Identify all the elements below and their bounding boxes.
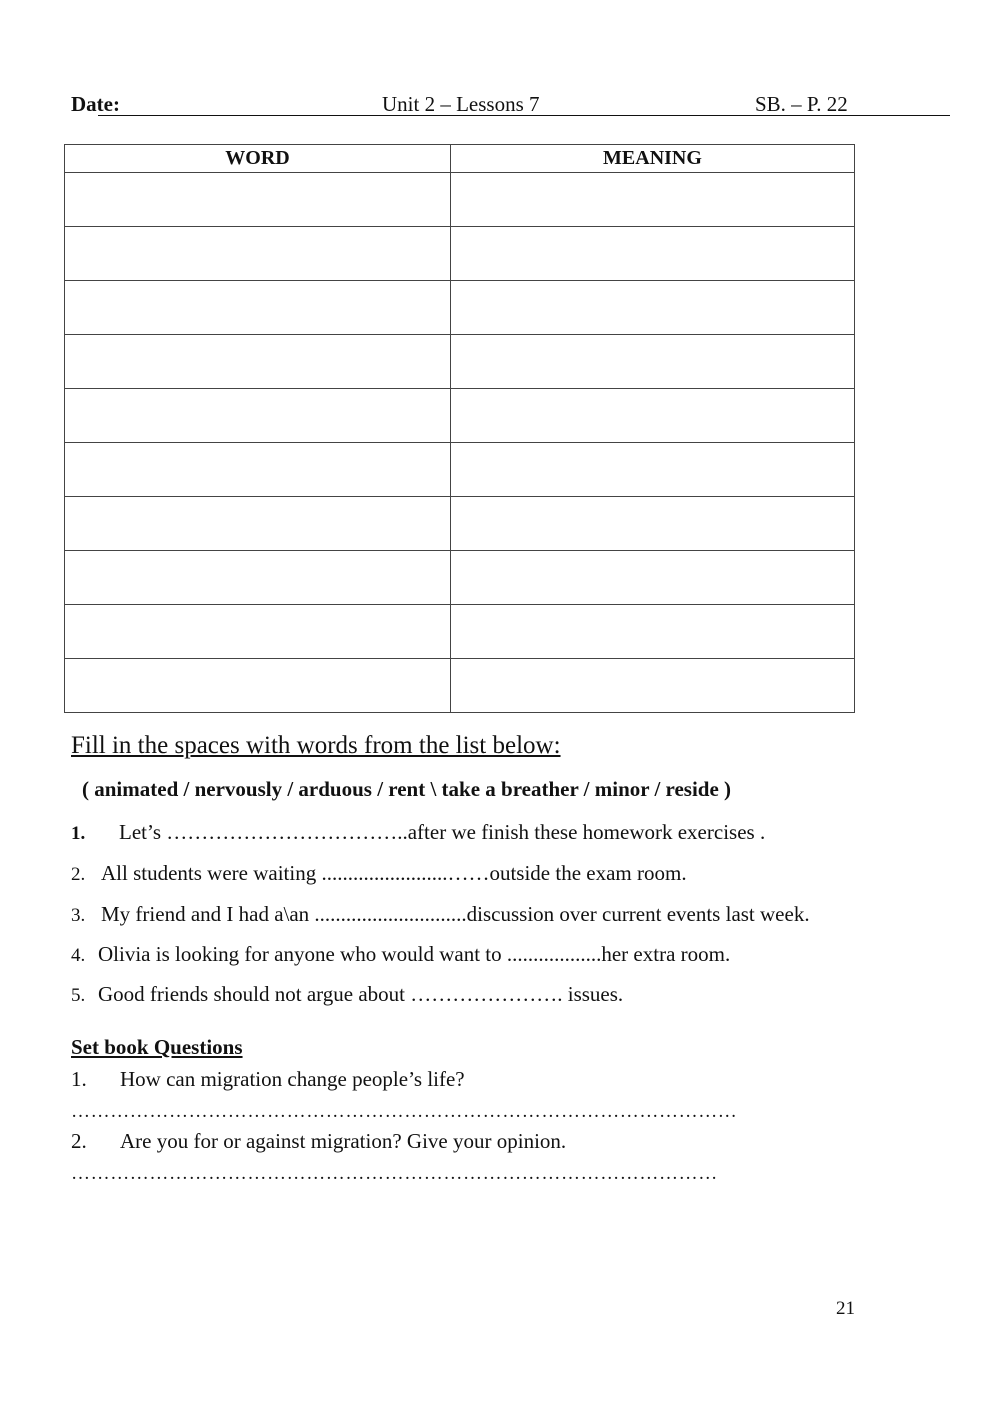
question-number: 2. xyxy=(71,864,86,885)
word-cell[interactable] xyxy=(65,335,451,389)
word-cell[interactable] xyxy=(65,173,451,227)
date-label: Date: xyxy=(71,92,120,116)
meaning-cell[interactable] xyxy=(451,389,855,443)
question-text: How can migration change people’s life? xyxy=(120,1067,465,1091)
meaning-cell[interactable] xyxy=(451,443,855,497)
answer-line[interactable]: ……………………………………………………………………………………… xyxy=(71,1163,718,1184)
question-number: 3. xyxy=(71,905,86,926)
word-cell[interactable] xyxy=(65,281,451,335)
table-row xyxy=(65,659,855,713)
exercise-title: Fill in the spaces with words from the list below: xyxy=(71,732,561,759)
meaning-cell[interactable] xyxy=(451,605,855,659)
word-cell[interactable] xyxy=(65,443,451,497)
set-book-question xyxy=(71,1067,465,1092)
question-number: 1. xyxy=(71,1067,87,1091)
table-row xyxy=(65,443,855,497)
word-cell[interactable] xyxy=(65,497,451,551)
question-text: Are you for or against migration? Give your opinion. xyxy=(120,1129,567,1153)
exercise-question xyxy=(71,902,810,927)
meaning-cell[interactable] xyxy=(451,173,855,227)
exercise-question xyxy=(71,982,623,1007)
table-row xyxy=(65,173,855,227)
word-cell[interactable] xyxy=(65,605,451,659)
table-row xyxy=(65,389,855,443)
page-reference: SB. – P. 22 xyxy=(755,92,848,116)
set-book-question xyxy=(71,1129,566,1154)
meaning-cell[interactable] xyxy=(451,497,855,551)
unit-title: Unit 2 – Lessons 7 xyxy=(382,92,540,116)
table-row xyxy=(65,605,855,659)
meaning-cell[interactable] xyxy=(451,227,855,281)
exercise-question xyxy=(71,861,687,886)
exercise-question xyxy=(71,820,765,845)
question-number: 5. xyxy=(71,985,86,1006)
word-cell[interactable] xyxy=(65,389,451,443)
question-text: Olivia is looking for anyone who would want to ..................her extra room. xyxy=(98,942,731,966)
question-number: 4. xyxy=(71,945,86,966)
meaning-cell[interactable] xyxy=(451,335,855,389)
vocabulary-table xyxy=(64,144,855,713)
question-number: 1. xyxy=(71,823,86,844)
meaning-column-header: MEANING xyxy=(451,145,855,173)
word-list: ( animated / nervously / arduous / rent \ take a breather / minor / reside ) xyxy=(82,777,732,801)
table-row xyxy=(65,227,855,281)
table-row xyxy=(65,335,855,389)
meaning-cell[interactable] xyxy=(451,659,855,713)
answer-line[interactable]: ………………………………………………………………………………………… xyxy=(71,1101,738,1122)
meaning-cell[interactable] xyxy=(451,281,855,335)
word-cell[interactable] xyxy=(65,551,451,605)
question-text: My friend and I had a\an .............................discussion over current events last week. xyxy=(101,902,810,926)
word-cell[interactable] xyxy=(65,659,451,713)
word-column-header: WORD xyxy=(65,145,451,173)
question-text: All students were waiting ........................……outside the exam room. xyxy=(101,861,687,885)
question-text: Good friends should not argue about …………………. issues. xyxy=(98,982,624,1006)
question-number: 2. xyxy=(71,1129,87,1153)
table-row xyxy=(65,497,855,551)
exercise-question xyxy=(71,942,730,967)
question-text: Let’s ……………………………..after we finish these homework exercises . xyxy=(119,820,766,844)
table-row xyxy=(65,281,855,335)
meaning-cell[interactable] xyxy=(451,551,855,605)
table-header-row xyxy=(65,145,855,173)
table-row xyxy=(65,551,855,605)
page-number: 21 xyxy=(836,1298,855,1319)
word-cell[interactable] xyxy=(65,227,451,281)
set-book-title: Set book Questions xyxy=(71,1035,243,1059)
